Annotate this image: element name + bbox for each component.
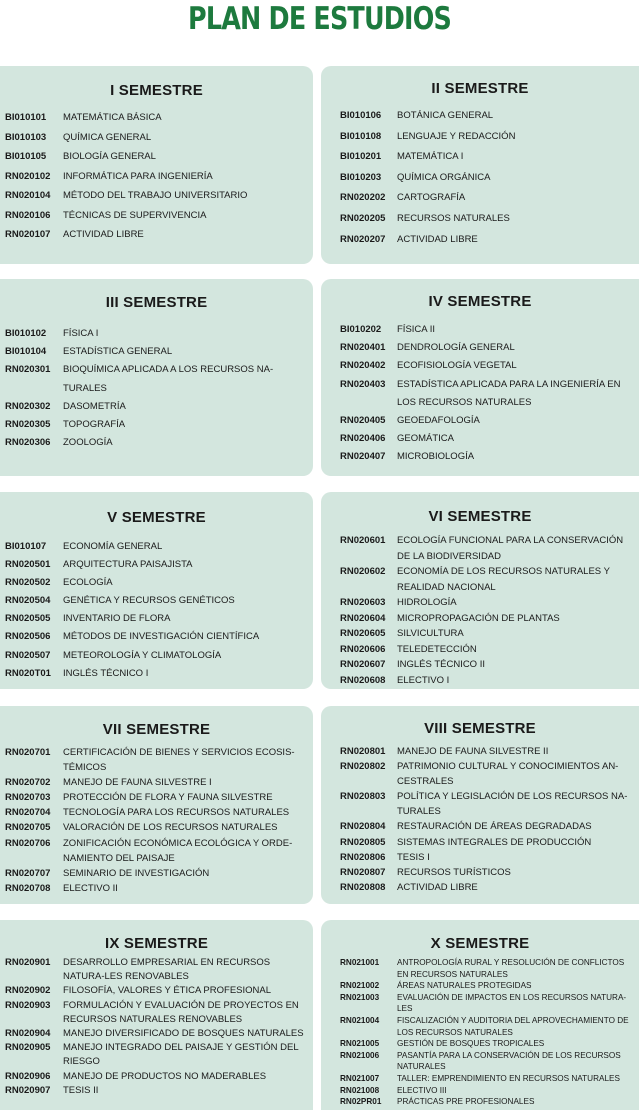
course-name: TESIS I — [397, 851, 430, 863]
course-code: RN020505 — [5, 613, 51, 625]
course-code: BI010201 — [340, 151, 382, 163]
course-row — [321, 357, 639, 375]
course-row — [0, 206, 313, 226]
course-name: DENDROLOGÍA GENERAL — [397, 342, 515, 354]
course-code: RN020806 — [340, 851, 386, 863]
course-code: RN020T01 — [5, 667, 51, 679]
semester-title: IX SEMESTRE — [104, 935, 209, 952]
course-code: RN020707 — [5, 867, 51, 879]
course-row — [0, 128, 313, 148]
course-row — [0, 984, 313, 998]
course-code: RN020301 — [5, 364, 51, 376]
course-row — [0, 610, 313, 628]
course-code: RN020906 — [5, 1070, 51, 1082]
course-code: RN020305 — [5, 419, 51, 431]
course-row — [0, 775, 313, 790]
course-name: PATRIMONIO CULTURAL Y CONOCIMIENTOS AN-CESTRALES — [397, 761, 619, 788]
course-row — [321, 819, 639, 834]
course-code: RN020504 — [5, 595, 51, 607]
course-code: RN020608 — [340, 674, 386, 686]
course-row — [0, 167, 313, 187]
course-code: RN020902 — [5, 985, 51, 997]
course-name: SILVICULTURA — [397, 628, 464, 639]
course-name: MATEMÁTICA BÁSICA — [63, 112, 162, 123]
course-name: ACTIVIDAD LIBRE — [63, 229, 144, 240]
semester-card-10 — [321, 920, 639, 1110]
course-name: ARQUITECTURA PAISAJISTA — [63, 559, 193, 571]
course-code: BI010103 — [5, 131, 47, 143]
semester-title: VIII SEMESTRE — [424, 720, 536, 737]
course-row — [0, 186, 313, 206]
course-name: INGLÉS TÉCNICO II — [397, 659, 485, 670]
course-code: RN021007 — [340, 1073, 380, 1083]
semester-title: VI SEMESTRE — [428, 508, 532, 525]
course-code: RN020207 — [340, 233, 386, 245]
course-row — [321, 642, 639, 658]
course-row — [0, 1084, 313, 1098]
course-code: RN020205 — [340, 212, 386, 224]
course-row — [0, 556, 313, 574]
course-name: FÍSICA I — [63, 328, 99, 339]
course-code: RN020603 — [340, 597, 386, 608]
course-code: RN020306 — [5, 437, 51, 449]
course-code: BI010104 — [5, 346, 47, 358]
course-name: BIOQUÍMICA APLICADA A LOS RECURSOS NA-TURALES — [63, 364, 274, 394]
course-row — [0, 325, 313, 343]
course-name: FISCALIZACIÓN Y AUDITORIA DEL APROVECHAMIENTO DE LOS RECURSOS NATURALES — [397, 1015, 629, 1037]
course-code: BI010107 — [5, 541, 47, 552]
course-code: RN020804 — [340, 821, 386, 833]
course-code: RN021003 — [340, 992, 380, 1002]
course-row — [321, 564, 639, 595]
course-code: RN020403 — [340, 378, 386, 390]
course-name: MICROPROPAGACIÓN DE PLANTAS — [397, 612, 560, 624]
course-code: RN020803 — [340, 791, 386, 803]
course-row — [321, 430, 639, 448]
course-name: INFORMÁTICA PARA INGENIERÍA — [63, 170, 213, 182]
course-row — [321, 321, 639, 339]
course-code: RN020501 — [5, 559, 51, 571]
course-code: RN020802 — [340, 761, 386, 773]
course-code: BI010101 — [5, 112, 47, 123]
semester-title: X SEMESTRE — [430, 935, 530, 952]
course-row — [0, 361, 313, 397]
course-code: RN020907 — [5, 1084, 51, 1096]
course-code: BI010203 — [340, 171, 382, 183]
course-name: GEOEDAFOLOGÍA — [397, 415, 480, 427]
course-name: MANEJO INTEGRADO DEL PAISAJE Y GESTIÓN DEL RIESGO — [63, 1042, 299, 1068]
course-row — [321, 657, 639, 673]
course-name: GEOMÁTICA — [397, 433, 455, 445]
course-row — [0, 1027, 313, 1041]
course-row — [0, 398, 313, 416]
course-name: BIOLOGÍA GENERAL — [63, 151, 156, 162]
course-row — [321, 339, 639, 357]
course-code: RN020903 — [5, 999, 51, 1011]
course-code: RN020506 — [5, 631, 51, 643]
course-row — [321, 611, 639, 627]
course-name: TECNOLOGÍA PARA LOS RECURSOS NATURALES — [63, 807, 290, 819]
course-row — [0, 574, 313, 592]
course-row — [321, 168, 639, 189]
course-name: PROTECCIÓN DE FLORA Y FAUNA SILVESTRE — [63, 792, 273, 804]
course-name: TOPOGRAFÍA — [63, 419, 126, 431]
course-name: INVENTARIO DE FLORA — [63, 613, 171, 625]
course-name: FILOSOFÍA, VALORES Y ÉTICA PROFESIONAL — [63, 985, 272, 997]
course-row — [321, 209, 639, 230]
course-name: POLÍTICA Y LEGISLACIÓN DE LOS RECURSOS NA-TURALES — [397, 791, 628, 818]
course-code: RN020605 — [340, 628, 386, 639]
course-code: RN020705 — [5, 822, 51, 834]
course-row — [0, 881, 313, 896]
semester-card-7 — [0, 706, 313, 904]
course-code: BI010106 — [340, 110, 382, 121]
course-name: ESTADÍSTICA APLICADA PARA LA INGENIERÍA EN LOS RECURSOS NATURALES — [397, 378, 621, 408]
course-code: RN020703 — [5, 792, 51, 804]
course-name: ANTROPOLOGÍA RURAL Y RESOLUCIÓN DE CONFLICTOS EN RECURSOS NATURALES — [397, 958, 625, 979]
course-code: RN021002 — [340, 981, 380, 991]
course-row — [0, 820, 313, 835]
course-name: ZONIFICACIÓN ECONÓMICA ECOLÓGICA Y ORDE-NAMIENTO DEL PAISAJE — [63, 837, 293, 864]
semester-card-4 — [321, 279, 639, 476]
course-name: ELECTIVO III — [397, 1085, 447, 1095]
course-row — [321, 992, 639, 1015]
course-code: BI010102 — [5, 328, 47, 339]
course-name: VALORACIÓN DE LOS RECURSOS NATURALES — [63, 822, 278, 834]
course-row — [0, 628, 313, 646]
course-row — [0, 108, 313, 128]
course-row — [0, 956, 313, 984]
course-code: RN020801 — [340, 746, 386, 757]
course-name: MANEJO DE FAUNA SILVESTRE II — [397, 746, 549, 757]
course-row — [0, 999, 313, 1027]
course-row — [321, 850, 639, 865]
page-title: PLAN DE ESTUDIOS — [188, 1, 451, 37]
course-row — [0, 225, 313, 245]
course-name: RECURSOS NATURALES — [397, 212, 510, 224]
course-name: METEOROLOGÍA Y CLIMATOLOGÍA — [63, 649, 222, 661]
course-row — [321, 188, 639, 209]
course-code: RN020502 — [5, 577, 51, 589]
course-name: TELEDETECCIÓN — [397, 643, 477, 655]
semester-title: III SEMESTRE — [105, 294, 208, 311]
course-name: PASANTÍA PARA LA CONSERVACIÓN DE LOS RECURSOS NATURALES — [397, 1050, 621, 1072]
course-code: RN020805 — [340, 836, 386, 848]
course-name: ECONOMÍA GENERAL — [63, 541, 163, 552]
semester-card-1 — [0, 66, 313, 264]
semester-card-8 — [321, 706, 639, 904]
semester-title: VII SEMESTRE — [102, 721, 211, 738]
course-row — [321, 106, 639, 127]
course-name: INGLÉS TÉCNICO I — [63, 667, 149, 679]
course-name: QUÍMICA GENERAL — [63, 131, 152, 143]
course-name: ECOLOGÍA — [63, 577, 113, 589]
course-row — [321, 626, 639, 642]
course-code: RN020602 — [340, 566, 386, 577]
course-name: TÉCNICAS DE SUPERVIVENCIA — [63, 209, 207, 221]
course-code: RN021008 — [340, 1085, 380, 1095]
course-row — [0, 592, 313, 610]
course-code: RN020704 — [5, 807, 51, 819]
course-row — [321, 980, 639, 992]
course-name: RECURSOS TURÍSTICOS — [397, 866, 511, 878]
course-row — [321, 865, 639, 880]
course-name: QUÍMICA ORGÁNICA — [397, 171, 491, 183]
course-code: RN020106 — [5, 209, 51, 221]
course-code: RN020302 — [5, 400, 51, 412]
course-name: EVALUACIÓN DE IMPACTOS EN LOS RECURSOS NATURA-LES — [397, 992, 627, 1014]
course-row — [321, 533, 639, 564]
course-name: FÍSICA II — [397, 324, 436, 335]
course-code: RN020402 — [340, 360, 386, 372]
course-row — [0, 416, 313, 434]
course-row — [321, 1050, 639, 1073]
semester-card-5 — [0, 492, 313, 689]
course-row — [0, 836, 313, 866]
course-name: ZOOLOGÍA — [63, 437, 113, 449]
course-name: MANEJO DE FAUNA SILVESTRE I — [63, 777, 212, 789]
course-row — [321, 835, 639, 850]
course-name: TALLER: EMPRENDIMIENTO EN RECURSOS NATURALES — [397, 1073, 620, 1083]
course-code: RN021006 — [340, 1050, 380, 1060]
course-code: RN020202 — [340, 192, 386, 204]
course-name: MATEMÁTICA I — [397, 151, 464, 163]
semester-card-2 — [321, 66, 639, 264]
course-code: RN020901 — [5, 957, 51, 968]
course-name: ELECTIVO I — [397, 674, 450, 686]
course-code: RN020107 — [5, 229, 51, 240]
course-name: ACTIVIDAD LIBRE — [397, 233, 478, 245]
course-code: RN021005 — [340, 1039, 380, 1049]
course-name: MÉTODOS DE INVESTIGACIÓN CIENTÍFICA — [63, 631, 260, 643]
course-row — [321, 789, 639, 819]
course-code: RN020808 — [340, 881, 386, 893]
course-row — [321, 673, 639, 689]
semester-title: IV SEMESTRE — [428, 293, 532, 310]
course-row — [321, 595, 639, 611]
course-code: RN020905 — [5, 1042, 51, 1054]
course-code: BI010202 — [340, 324, 382, 335]
course-name: LENGUAJE Y REDACCIÓN — [397, 130, 516, 142]
course-code: RN020102 — [5, 170, 51, 182]
course-row — [321, 759, 639, 789]
course-name: ESTADÍSTICA GENERAL — [63, 346, 173, 358]
semester-title: I SEMESTRE — [110, 82, 203, 99]
course-row — [0, 434, 313, 452]
course-row — [321, 1038, 639, 1050]
course-row — [0, 1070, 313, 1084]
course-code: RN020401 — [340, 342, 386, 354]
course-code: BI010108 — [340, 130, 382, 142]
course-code: RN020406 — [340, 433, 386, 445]
course-code: RN02PR01 — [340, 1097, 382, 1107]
course-code: RN021004 — [340, 1015, 380, 1025]
course-name: MÉTODO DEL TRABAJO UNIVERSITARIO — [63, 190, 248, 201]
course-code: RN020702 — [5, 777, 51, 789]
course-row — [321, 1073, 639, 1085]
course-row — [321, 1015, 639, 1038]
semester-card-6 — [321, 492, 639, 689]
course-row — [321, 880, 639, 895]
course-row — [321, 230, 639, 251]
course-name: DASOMETRÍA — [63, 400, 126, 412]
course-row — [321, 744, 639, 759]
course-name: ECONOMÍA DE LOS RECURSOS NATURALES Y REALIDAD NACIONAL — [397, 566, 610, 593]
course-row — [0, 1041, 313, 1069]
course-row — [321, 412, 639, 430]
course-name: ACTIVIDAD LIBRE — [397, 881, 478, 893]
course-name: MANEJO DIVERSIFICADO DE BOSQUES NATURALES — [63, 1028, 304, 1040]
course-name: DESARROLLO EMPRESARIAL EN RECURSOS NATURA-LES RENOVABLES — [63, 957, 271, 983]
semester-card-3 — [0, 279, 313, 476]
course-code: RN020601 — [340, 535, 386, 546]
course-code: RN020607 — [340, 659, 386, 670]
course-name: GENÉTICA Y RECURSOS GENÉTICOS — [63, 595, 235, 607]
course-code: RN020407 — [340, 451, 386, 463]
course-name: PRÁCTICAS PRE PROFESIONALES — [397, 1097, 535, 1107]
course-name: CARTOGRAFÍA — [397, 192, 466, 204]
course-code: RN020604 — [340, 612, 386, 624]
course-name: MICROBIOLOGÍA — [397, 451, 475, 463]
course-name: ECOFISIOLOGÍA VEGETAL — [397, 360, 517, 372]
course-name: ÁREAS NATURALES PROTEGIDAS — [397, 981, 532, 991]
course-row — [321, 957, 639, 980]
semester-card-9 — [0, 920, 313, 1110]
course-row — [0, 343, 313, 361]
course-code: RN021001 — [340, 958, 380, 967]
course-row — [0, 665, 313, 683]
course-name: CERTIFICACIÓN DE BIENES Y SERVICIOS ECOSIS-TÉMICOS — [63, 747, 295, 774]
course-name: SEMINARIO DE INVESTIGACIÓN — [63, 867, 210, 879]
course-row — [321, 147, 639, 168]
course-code: RN020706 — [5, 837, 51, 849]
course-name: ELECTIVO II — [63, 882, 118, 894]
course-row — [0, 790, 313, 805]
course-row — [0, 866, 313, 881]
course-code: BI010105 — [5, 151, 47, 162]
course-name: RESTAURACIÓN DE ÁREAS DEGRADADAS — [397, 821, 592, 833]
course-name: GESTIÓN DE BOSQUES TROPICALES — [397, 1039, 545, 1049]
course-row — [321, 376, 639, 412]
course-code: RN020606 — [340, 643, 386, 655]
course-row — [321, 1085, 639, 1097]
course-name: FORMULACIÓN Y EVALUACIÓN DE PROYECTOS EN RECURSOS NATURALES RENOVABLES — [63, 999, 299, 1025]
course-name: MANEJO DE PRODUCTOS NO MADERABLES — [63, 1070, 267, 1082]
course-row — [0, 538, 313, 556]
course-code: RN020507 — [5, 649, 51, 661]
course-code: RN020708 — [5, 882, 51, 894]
course-row — [0, 147, 313, 167]
course-row — [321, 1096, 639, 1108]
course-code: RN020104 — [5, 190, 51, 201]
course-name: ECOLOGÍA FUNCIONAL PARA LA CONSERVACIÓN DE LA BIODIVERSIDAD — [397, 535, 624, 562]
course-name: TESIS II — [63, 1084, 99, 1096]
course-code: RN020807 — [340, 866, 386, 878]
course-row — [0, 745, 313, 775]
course-name: BOTÁNICA GENERAL — [397, 110, 494, 121]
course-row — [321, 448, 639, 466]
course-name: SISTEMAS INTEGRALES DE PRODUCCIÓN — [397, 836, 592, 848]
course-code: RN020405 — [340, 415, 386, 427]
semester-title: II SEMESTRE — [431, 80, 529, 97]
course-code: RN020904 — [5, 1028, 51, 1040]
course-row — [321, 127, 639, 148]
semester-title: V SEMESTRE — [107, 509, 206, 526]
course-code: RN020701 — [5, 747, 51, 758]
course-row — [0, 647, 313, 665]
course-name: HIDROLOGÍA — [397, 597, 457, 608]
course-row — [0, 805, 313, 820]
